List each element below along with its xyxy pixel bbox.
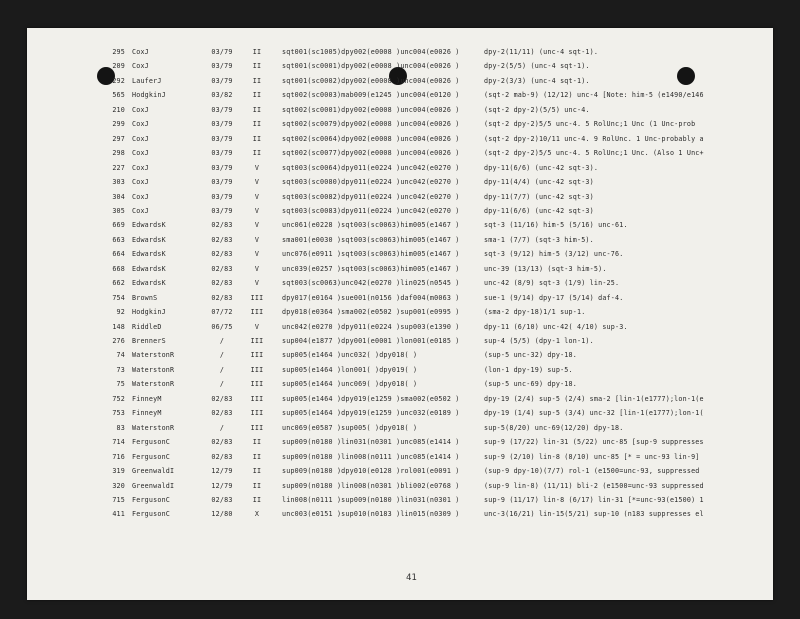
row-number: 148 (112, 322, 125, 331)
row-class: II (252, 438, 262, 447)
table-row (101, 60, 711, 72)
row-number: 305 (112, 206, 125, 215)
strain-author: EdwardsK (132, 221, 166, 230)
row-class: II (252, 149, 262, 158)
row-class: V (254, 178, 260, 187)
genotype-code: sup004(e1877 )dpy001(e0001 )lon001(e0185 ) (282, 337, 460, 345)
strain-author: FinneyM (132, 394, 162, 403)
row-class: V (254, 163, 260, 172)
row-note: dpy-11(4/4) (unc-42 sqt-3) (484, 178, 594, 187)
row-date: 03/79 (211, 149, 233, 158)
row-date: 03/79 (211, 105, 233, 114)
row-class: III (250, 351, 264, 360)
table-row (101, 191, 711, 203)
row-number: 753 (112, 409, 125, 418)
table-row (101, 263, 711, 275)
row-number: 75 (116, 380, 125, 389)
row-note: dpy-11 (6/10) unc-42( 4/10) sup-3. (484, 322, 628, 331)
row-class: V (254, 322, 260, 331)
row-note: dpy-11(6/6) (unc-42 sqt-3). (484, 163, 599, 172)
strain-author: EdwardsK (132, 279, 166, 288)
row-note: unc-42 (8/9) sqt-3 (1/9) lin-25. (484, 279, 620, 288)
table-row (101, 321, 711, 333)
strain-author: GreenwaldI (132, 481, 175, 490)
row-class: II (252, 452, 262, 461)
strain-author: FergusonC (132, 495, 171, 504)
row-date: / (219, 423, 225, 432)
row-number: 73 (116, 365, 125, 374)
row-class: II (252, 467, 262, 476)
row-date: 12/80 (211, 510, 233, 519)
row-note: sma-1 (7/7) (sqt-3 him-5). (484, 235, 594, 244)
strain-author: LauferJ (132, 76, 162, 85)
row-date: 06/75 (211, 322, 233, 331)
genotype-code: sma001(e0030 )sqt003(sc0063)him005(e1467 ) (282, 235, 460, 244)
table-row (101, 118, 711, 130)
row-note: (sqt-2 mab-9) (12/12) unc-4 [Note: him-5 (e1490/e146 (484, 91, 704, 100)
row-number: 83 (116, 423, 125, 432)
strain-author: GreenwaldI (132, 467, 175, 476)
genotype-code: sup009(n0180 )lin031(n0301 )unc085(e1414 ) (282, 438, 460, 447)
strain-author: CoxJ (132, 62, 149, 71)
row-class: II (252, 481, 262, 490)
genotype-code: sup005(e1464 )dpy019(e1259 )sma002(e0502 ) (282, 394, 460, 403)
row-date: 07/72 (211, 308, 233, 317)
row-class: II (252, 48, 262, 56)
genotype-code: sqt003(sc0082)dpy011(e0224 )unc042(e0270 ) (282, 192, 460, 201)
genotype-code: sqt002(sc0064)dpy002(e0008 )unc004(e0026 ) (282, 134, 460, 143)
row-note: dpy-2(11/11) (unc-4 sqt-1). (484, 48, 599, 56)
row-date: / (219, 351, 225, 360)
row-note: (lon-1 dpy-19) sup-5. (484, 365, 573, 374)
table-row (101, 335, 711, 347)
row-number: 716 (112, 452, 125, 461)
genotype-code: sqt003(sc0080)dpy011(e0224 )unc042(e0270 ) (282, 178, 460, 187)
row-class: III (250, 409, 264, 418)
row-date: 03/79 (211, 62, 233, 71)
row-number: 669 (112, 221, 125, 230)
row-number: 292 (112, 76, 125, 85)
row-class: III (250, 394, 264, 403)
row-number: 209 (112, 62, 125, 71)
row-note: (sqt-2 dpy-2)5/5 unc-4. 5 RolUnc;1 Unc. (Also 1 Unc+ (484, 149, 704, 158)
row-note: unc-39 (13/13) (sqt-3 him-5). (484, 264, 607, 273)
row-note: sup-4 (5/5) (dpy-1 lon-1). (484, 337, 594, 345)
row-date: 02/83 (211, 293, 233, 302)
strain-author: EdwardsK (132, 264, 166, 273)
strain-author: BrownS (132, 293, 158, 302)
row-note: dpy-2(5/5) (unc-4 sqt-1). (484, 62, 590, 71)
row-class: II (252, 134, 262, 143)
row-note: sup-9 (2/10) lin-8 (8/10) unc-85 [* = unc-93 lin-9] (484, 452, 700, 461)
row-number: 276 (112, 337, 125, 345)
genotype-code: sqt001(sc0001)dpy002(e0008 )unc004(e0026 ) (282, 62, 460, 71)
strain-author: CoxJ (132, 149, 149, 158)
table-row (101, 277, 711, 289)
row-date: 02/83 (211, 250, 233, 259)
strain-author: WaterstonR (132, 365, 175, 374)
table-row (101, 162, 711, 174)
row-number: 320 (112, 481, 125, 490)
strain-author: WaterstonR (132, 351, 175, 360)
row-number: 303 (112, 178, 125, 187)
row-date: 03/79 (211, 163, 233, 172)
row-class: II (252, 62, 262, 71)
row-note: dpy-19 (1/4) sup-5 (3/4) unc-32 [lin-1(e1777);lon-1( (484, 409, 704, 418)
table-row (101, 508, 711, 520)
genotype-code: sqt001(sc0002)dpy002(e0008 )unc004(e0026 ) (282, 76, 460, 85)
row-number: 715 (112, 495, 125, 504)
strain-author: CoxJ (132, 120, 149, 129)
row-note: (sma-2 dpy-18)1/1 sup-1. (484, 308, 586, 317)
row-note: (sup-5 unc-32) dpy-18. (484, 351, 577, 360)
strain-author: FinneyM (132, 409, 162, 418)
row-class: II (252, 105, 262, 114)
row-date: / (219, 365, 225, 374)
row-note: dpy-2(3/3) (unc-4 sqt-1). (484, 76, 590, 85)
row-number: 210 (112, 105, 125, 114)
strain-author: FergusonC (132, 438, 171, 447)
row-class: III (250, 308, 264, 317)
genotype-code: sqt003(sc0063)unc042(e0270 )lin025(n0545 ) (282, 279, 460, 288)
table-row (101, 104, 711, 116)
row-number: 663 (112, 235, 125, 244)
page-number: 41 (406, 573, 417, 583)
genotype-code: unc076(e0911 )sqt003(sc0063)him005(e1467 ) (282, 250, 460, 259)
table-row (101, 378, 711, 390)
row-class: III (250, 337, 264, 345)
genotype-code: unc042(e0270 )dpy011(e0224 )sup003(e1390 ) (282, 322, 460, 331)
strain-author: CoxJ (132, 163, 149, 172)
row-class: V (254, 206, 260, 215)
table-row (101, 176, 711, 188)
table-row (101, 248, 711, 260)
genotype-code: sqt002(sc0001)dpy002(e0008 )unc004(e0026 ) (282, 105, 460, 114)
row-class: V (254, 250, 260, 259)
row-note: (sqt-2 dpy-2)5/5 unc-4. 5 RolUnc;1 Unc (1 Unc-prob (484, 120, 696, 129)
table-row (101, 494, 711, 506)
row-number: 752 (112, 394, 125, 403)
strain-author: HodgkinJ (132, 308, 166, 317)
genotype-code: dpy018(e0364 )sma002(e0502 )sup001(e0995 ) (282, 308, 460, 317)
strain-author: CoxJ (132, 206, 149, 215)
row-class: X (254, 510, 260, 519)
row-date: 02/83 (211, 452, 233, 461)
genotype-code: sup009(n0180 )lin008(n0111 )unc085(e1414 ) (282, 452, 460, 461)
strain-author: FergusonC (132, 452, 171, 461)
genotype-code: sqt002(sc0079)dpy002(e0008 )unc004(e0026 ) (282, 120, 460, 129)
row-date: 02/83 (211, 264, 233, 273)
strain-author: CoxJ (132, 192, 149, 201)
genotype-code: sup009(n0180 )lin008(n0301 )bli002(e0768 ) (282, 481, 460, 490)
strain-author: WaterstonR (132, 380, 175, 389)
genotype-code: sqt002(sc0077)dpy002(e0008 )unc004(e0026 ) (282, 149, 460, 158)
genotype-code: sqt003(sc0083)dpy011(e0224 )unc042(e0270 ) (282, 206, 460, 215)
genotype-code: unc039(e0257 )sqt003(sc0063)him005(e1467 ) (282, 264, 460, 273)
table-row (101, 147, 711, 159)
table-row (101, 205, 711, 217)
row-class: II (252, 76, 262, 85)
row-class: V (254, 221, 260, 230)
row-date: 02/83 (211, 279, 233, 288)
strain-author: RiddleD (132, 322, 162, 331)
genotype-code: sup005(e1464 )unc069( )dpy018( ) (282, 380, 418, 389)
row-note: dpy-11(7/7) (unc-42 sqt-3) (484, 192, 594, 201)
row-note: sup-9 (11/17) lin-8 (6/17) lin-31 [*=unc-93(e1500) 1 (484, 495, 704, 504)
table-row (101, 422, 711, 434)
row-class: II (252, 495, 262, 504)
table-row (101, 465, 711, 477)
row-date: 03/79 (211, 120, 233, 129)
row-class: III (250, 423, 264, 432)
row-class: V (254, 235, 260, 244)
row-date: 02/83 (211, 235, 233, 244)
table-row (101, 349, 711, 361)
row-number: 565 (112, 91, 125, 100)
row-date: 03/79 (211, 134, 233, 143)
strain-author: CoxJ (132, 48, 149, 56)
row-number: 754 (112, 293, 125, 302)
row-note: (sqt-2 dpy-2)10/11 unc-4. 9 RolUnc. 1 Unc-probably a (484, 134, 704, 143)
row-date: 03/79 (211, 206, 233, 215)
row-class: V (254, 264, 260, 273)
strain-author: HodgkinJ (132, 91, 166, 100)
row-note: sup-5(8/20) unc-69(12/20) dpy-18. (484, 423, 624, 432)
row-number: 668 (112, 264, 125, 273)
table-row (101, 364, 711, 376)
genotype-code: dpy017(e0164 )sue001(n0156 )daf004(m0063 ) (282, 293, 460, 302)
row-note: unc-3(16/21) lin-15(5/21) sup-10 (n183 suppresses el (484, 510, 704, 519)
strain-author: CoxJ (132, 178, 149, 187)
genotype-code: sqt002(sc0003)mab009(e1245 )unc004(e0120 ) (282, 91, 460, 100)
row-date: 12/79 (211, 481, 233, 490)
row-number: 299 (112, 120, 125, 129)
row-date: 02/83 (211, 394, 233, 403)
table-row (101, 407, 711, 419)
row-note: dpy-19 (2/4) sup-5 (2/4) sma-2 [lin-1(e1777);lon-1(e (484, 394, 704, 403)
strain-author: FergusonC (132, 510, 171, 519)
genotype-code: sqt003(sc0064)dpy011(e0224 )unc042(e0270 ) (282, 163, 460, 172)
row-number: 304 (112, 192, 125, 201)
table-row (101, 306, 711, 318)
strain-author: EdwardsK (132, 235, 166, 244)
row-number: 74 (116, 351, 125, 360)
row-number: 92 (116, 308, 125, 317)
row-date: 02/83 (211, 438, 233, 447)
row-note: dpy-11(6/6) (unc-42 sqt-3) (484, 206, 594, 215)
strain-author: EdwardsK (132, 250, 166, 259)
row-note: (sup-9 dpy-10)(7/7) rol-1 (e1500=unc-93, suppressed (484, 467, 700, 476)
row-date: 03/79 (211, 48, 233, 56)
row-date: 02/83 (211, 409, 233, 418)
row-number: 664 (112, 250, 125, 259)
row-note: (sup-5 unc-69) dpy-18. (484, 380, 577, 389)
genotype-code: unc069(e0587 )sup005( )dpy018( ) (282, 423, 418, 432)
table-row (101, 75, 711, 87)
table-row (101, 89, 711, 101)
table-row (101, 133, 711, 145)
strain-author: BrennerS (132, 337, 166, 345)
row-note: (sup-9 lin-8) (11/11) bli-2 (e1500=unc-93 suppressed (484, 481, 704, 490)
row-class: II (252, 120, 262, 129)
table-row (101, 480, 711, 492)
table-row (101, 436, 711, 448)
row-date: 03/79 (211, 192, 233, 201)
genotype-code: sup005(e1464 )lon001( )dpy019( ) (282, 365, 418, 374)
row-number: 295 (112, 48, 125, 56)
genotype-code: sup009(n0180 )dpy010(e0128 )rol001(e0091 ) (282, 467, 460, 476)
row-date: 02/83 (211, 495, 233, 504)
table-row (101, 46, 711, 58)
table-row (101, 234, 711, 246)
document-page (27, 28, 773, 600)
row-note: (sqt-2 dpy-2)(5/5) unc-4. (484, 105, 590, 114)
strain-author: CoxJ (132, 105, 149, 114)
row-number: 662 (112, 279, 125, 288)
row-number: 411 (112, 510, 125, 519)
row-date: 12/79 (211, 467, 233, 476)
row-date: 02/83 (211, 221, 233, 230)
row-note: sue-1 (9/14) dpy-17 (5/14) daf-4. (484, 293, 624, 302)
row-class: III (250, 380, 264, 389)
row-note: sqt-3 (9/12) him-5 (3/12) unc-76. (484, 250, 624, 259)
row-class: V (254, 279, 260, 288)
genotype-code: sup005(e1464 )dpy019(e1259 )unc032(e0189 ) (282, 409, 460, 418)
row-date: 03/82 (211, 91, 233, 100)
strain-author: CoxJ (132, 134, 149, 143)
row-date: / (219, 380, 225, 389)
row-number: 227 (112, 163, 125, 172)
table-row (101, 393, 711, 405)
genotype-code: lin008(n0111 )sup009(n0180 )lin031(n0301 ) (282, 495, 460, 504)
genotype-code: unc061(e0228 )sqt003(sc0063)him005(e1467 ) (282, 221, 460, 230)
row-date: / (219, 337, 225, 345)
table-row (101, 292, 711, 304)
row-number: 297 (112, 134, 125, 143)
row-class: III (250, 293, 264, 302)
strain-author: WaterstonR (132, 423, 175, 432)
genotype-code: sup005(e1464 )unc032( )dpy018( ) (282, 351, 418, 360)
row-date: 03/79 (211, 178, 233, 187)
row-number: 298 (112, 149, 125, 158)
row-number: 714 (112, 438, 125, 447)
row-class: V (254, 192, 260, 201)
table-row (101, 219, 711, 231)
genotype-code: sqt001(sc1005)dpy002(e0008 )unc004(e0026 ) (282, 48, 460, 56)
row-date: 03/79 (211, 76, 233, 85)
row-number: 319 (112, 467, 125, 476)
table-row (101, 451, 711, 463)
row-note: sup-9 (17/22) lin-31 (5/22) unc-85 [sup-9 suppresses (484, 438, 704, 447)
row-class: II (252, 91, 262, 100)
row-note: sqt-3 (11/16) him-5 (5/16) unc-61. (484, 221, 628, 230)
row-class: III (250, 365, 264, 374)
genotype-code: unc003(e0151 )sup010(n0183 )lin015(n0309 ) (282, 510, 460, 519)
